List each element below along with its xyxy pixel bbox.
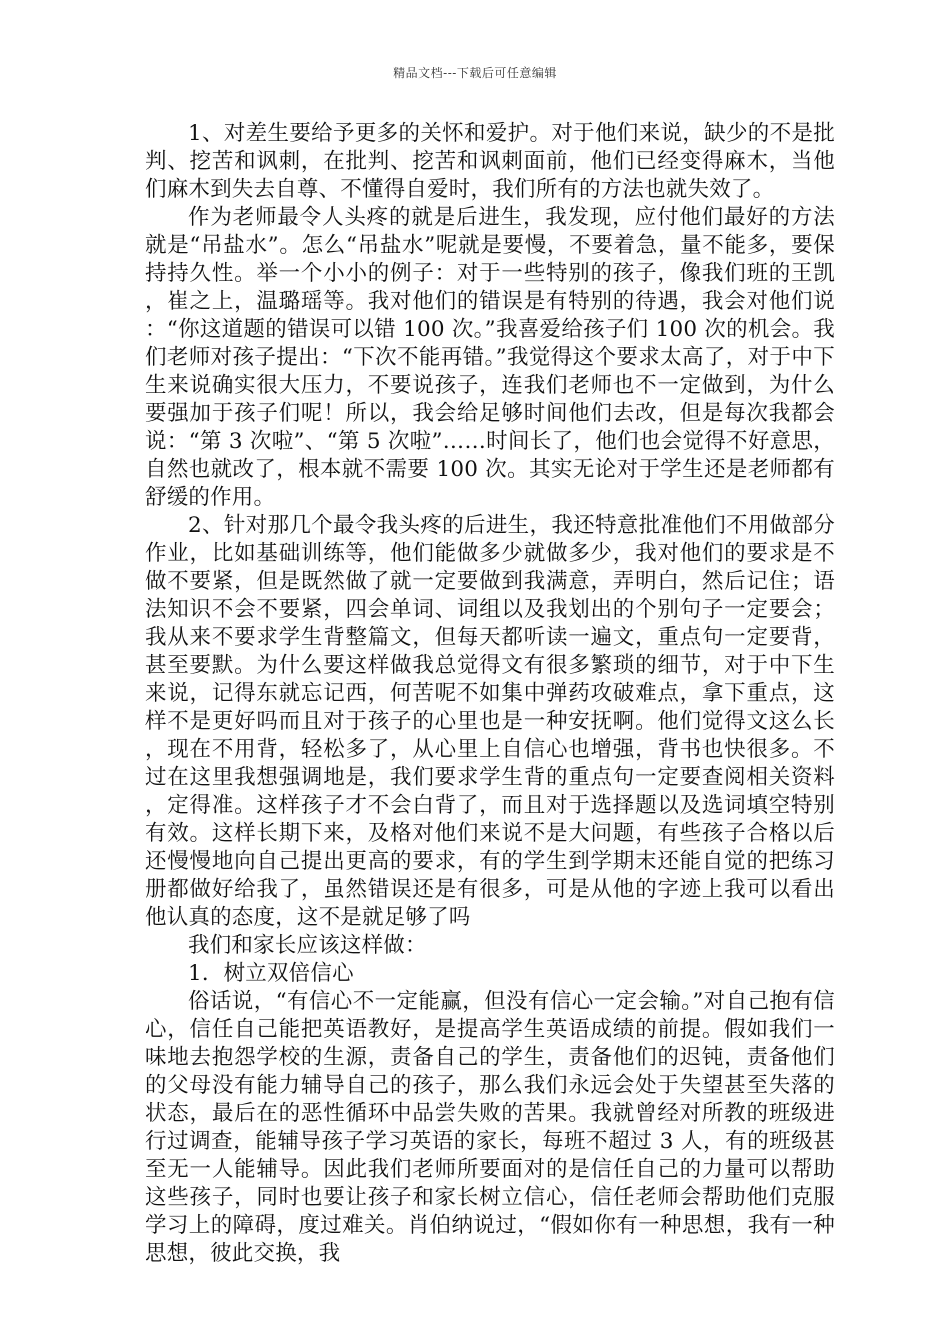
paragraph-iv-drip-method: 作为老师最令人头疼的就是后进生，我发现，应付他们最好的方法就是“吊盐水”。怎么“吊盐水”呢就是要慢，不要着急，量不能多，要保持持久性。举一个小小的例子：对于一些特别的孩子，像我们班的王凯，崔之上，温璐瑶等。我对他们的错误是有特别的待遇，我会对他们说：“你这道题的错误可以错 100 次。”我喜爱给孩子们 100 次的机会。我们老师对孩子提出：“下次不能再错。”我觉得这个要求太高了，对于中下生来说确实很大压力，不要说孩子，连我们老师也不一定做到，为什么要强加于孩子们呢！所以，我会给足够时间他们去改，但是每次我都会说：“第 3 次啦”、“第 5 次啦”……时间长了，他们也会觉得不好意思，自然也就改了，根本就不需要 100 次。其实无论对于学生还是老师都有舒缓的作用。 (145, 205, 835, 510)
paragraph-care-for-weak-students: 1、对差生要给予更多的关怀和爱护。对于他们来说，缺少的不是批判、挖苦和讽刺，在批判、挖苦和讽刺面前，他们已经变得麻木，当他们麻木到失去自尊、不懂得自爱时，我们所有的方法也就失效了。 (145, 121, 835, 202)
section-heading-double-confidence: 1．树立双倍信心 (188, 961, 354, 986)
document-body (145, 120, 835, 1268)
page-header: 精品文档---下载后可任意编辑 (393, 66, 557, 80)
paragraph-homework-exemption: 2、针对那几个最令我头疼的后进生，我还特意批准他们不用做部分作业，比如基础训练等，他们能做多少就做多少，我对他们的要求是不做不要紧，但是既然做了就一定要做到我满意，弄明白，然后记住；语法知识不会不要紧，四会单词、词组以及我划出的个别句子一定要会；我从来不要求学生背整篇文，但每天都听读一遍文，重点句一定要背，甚至要默。为什么要这样做我总觉得文有很多繁琐的细节，对于中下生来说，记得东就忘记西，何苦呢不如集中弹药攻破难点，拿下重点，这样不是更好吗而且对于孩子的心里也是一种安抚啊。他们觉得文这么长，现在不用背，轻松多了，从心里上自信心也增强，背书也快很多。不过在这里我想强调地是，我们要求学生背的重点句一定要查阅相关资料，定得准。这样孩子才不会白背了，而且对于选择题以及选词填空特别有效。这样长期下来，及格对他们来说不是大问题，有些孩子合格以后还慢慢地向自己提出更高的要求，有的学生到学期末还能自觉的把练习册都做好给我了，虽然错误还是有很多，可是从他的字迹上我可以看出他认真的态度，这不是就足够了吗 (145, 513, 835, 930)
paragraph-parents-intro: 我们和家长应该这样做： (188, 933, 427, 958)
paragraph-confidence: 俗话说，“有信心不一定能赢，但没有信心一定会输。”对自己抱有信心，信任自己能把英语教好，是提高学生英语成绩的前提。假如我们一味地去抱怨学校的生源，责备自己的学生，责备他们的迟钝，责备他们的父母没有能力辅导自己的孩子，那么我们永远会处于失望甚至失落的状态，最后在的恶性循环中品尝失败的苦果。我就曾经对所教的班级进行过调查，能辅导孩子学习英语的家长，每班不超过 3 人，有的班级甚至无一人能辅导。因此我们老师所要面对的是信任自己的力量可以帮助这些孩子，同时也要让孩子和家长树立信心，信任老师会帮助他们克服学习上的障碍，度过难关。肖伯纳说过，“假如你有一种思想，我有一种思想，彼此交换，我 (145, 989, 835, 1266)
